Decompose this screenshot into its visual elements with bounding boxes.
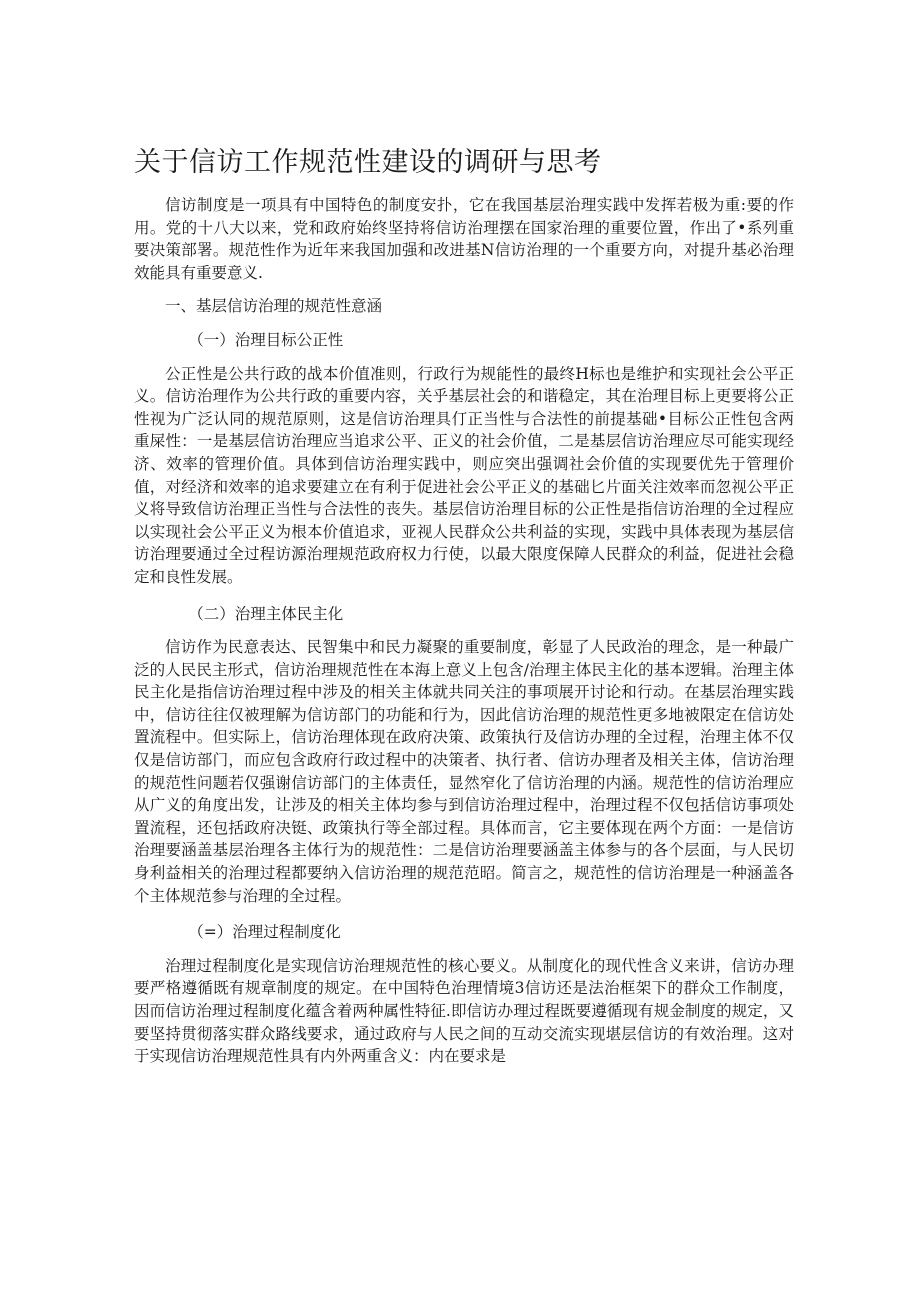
subsection-3-paragraph: 治理过程制度化是实现信访治理规范性的核心要义。从制度化的现代性含义来讲，信访办理要严格遵循既有规章制度的规定。在中国特色治理情境3信访还是法治框架下的群众工作制度，因而信访治理过程制度化蕴含着两种属性特征.即信访办理过程既要遵循现有规金制度的规定，又要坚持贯彻落实群众路线要求，通过政府与人民之间的互动交流实现堪层信访的有效治理。这对于实现信访治理规范性具有内外两重含义：内在要求是 (134, 956, 794, 1066)
subsection-1-heading: （一）治理目标公正性 (188, 330, 344, 349)
subsection-1-paragraph: 公正性是公共行政的战本价值准则，行政行为规能性的最终H标也是维护和实现社会公平正义。信访治理作为公共行政的重要内容，关乎基层社会的和谐稳定，其在治理目标上更要将公正性视为广泛认同的规范原则，这是信访治理具仃正当性与合法性的前提基础•目标公正性包含两重屎性：一是基层信访治理应当追求公平、正义的社会价值，二是基层信访治理应尽可能实现经济、效率的管理价值。具体到信访治理实践中，则应突出强调社会价值的实现要优先于管理价值，对经济和效率的追求要建立在有利于促进社会公平正义的基础匕片面关注效率而忽视公平正义将导致信访治理正当性与合法性的丧失。基层信访治理目标的公正性是指信访治理的全过程应以实现社会公平正义为根本价值追求，亚视人民群众公共利益的实现，实践中具体表现为基层信访治理要通过全过程访源治理规范政府权力行使，以最大限度保障人民群众的利益，促进社会稳定和良性发展。 (134, 364, 794, 586)
document-body (134, 194, 794, 1068)
intro-paragraph: 信访制度是一项具有中国特色的制度安扑，它在我国基层治理实践中发挥若极为重:要的作用。党的十八大以来，党和政府始终坚持将信访治理摆在国家治理的重要位置，作出了•系列重要决策部署。规范性作为近年来我国加强和改进基N信访治理的一个重要方向，对提升基必治理效能具有重要意义. (134, 196, 794, 282)
subsection-2-heading: （二）治理主体民主化 (188, 604, 344, 623)
subsection-2-paragraph: 信访作为民意表达、民智集中和民力凝聚的重要制度，彰显了人民政治的理念，是一种最广泛的人民民主形式，信访治理规范性在本海上意义上包含/治理主体民主化的基本逻辑。治理主体民主化是指信访治理过程中涉及的相关主体就共同关注的事项展开讨论和行动。在基层治理实践中，信访往往仅被理解为信访部门的功能和行为，因此信访治理的规范性更多地被限定在信访处置流程中。但实际上，信访治理体现在政府决策、政策执行及信访办理的全过程，治理主体不仅仅是信访部门，而应包含政府行政过程中的决策者、执行者、信访办理者及相关主体，信访治理的规范性问题若仅强谢信访部门的主体责任，显然窄化了信访治理的内涵。规范性的信访治理应从广义的角度出发，让涉及的相关主体均参与到信访治理过程中，治理过程不仅包括信访事项处置流程，还包括政府决铤、政策执行等全部过程。具体而言，它主要体现在两个方面：一是信访治理要涵盖基层治理各主体行为的规范性：二是信访治理要涵盖主体参与的各个层面，与人民切身利益相关的治理过程都要纳入信访治理的规范范昭。简言之，规范性的信访治理是一种涵盖各个主体规范参与治理的全过程。 (134, 638, 794, 905)
subsection-3-heading: （=）治理过程制度化 (188, 923, 341, 942)
document-title: 关于信访工作规范性建设的调研与思考 (134, 147, 602, 178)
section-1-heading: 一、基层信访治理的规范性意涵 (165, 297, 383, 316)
